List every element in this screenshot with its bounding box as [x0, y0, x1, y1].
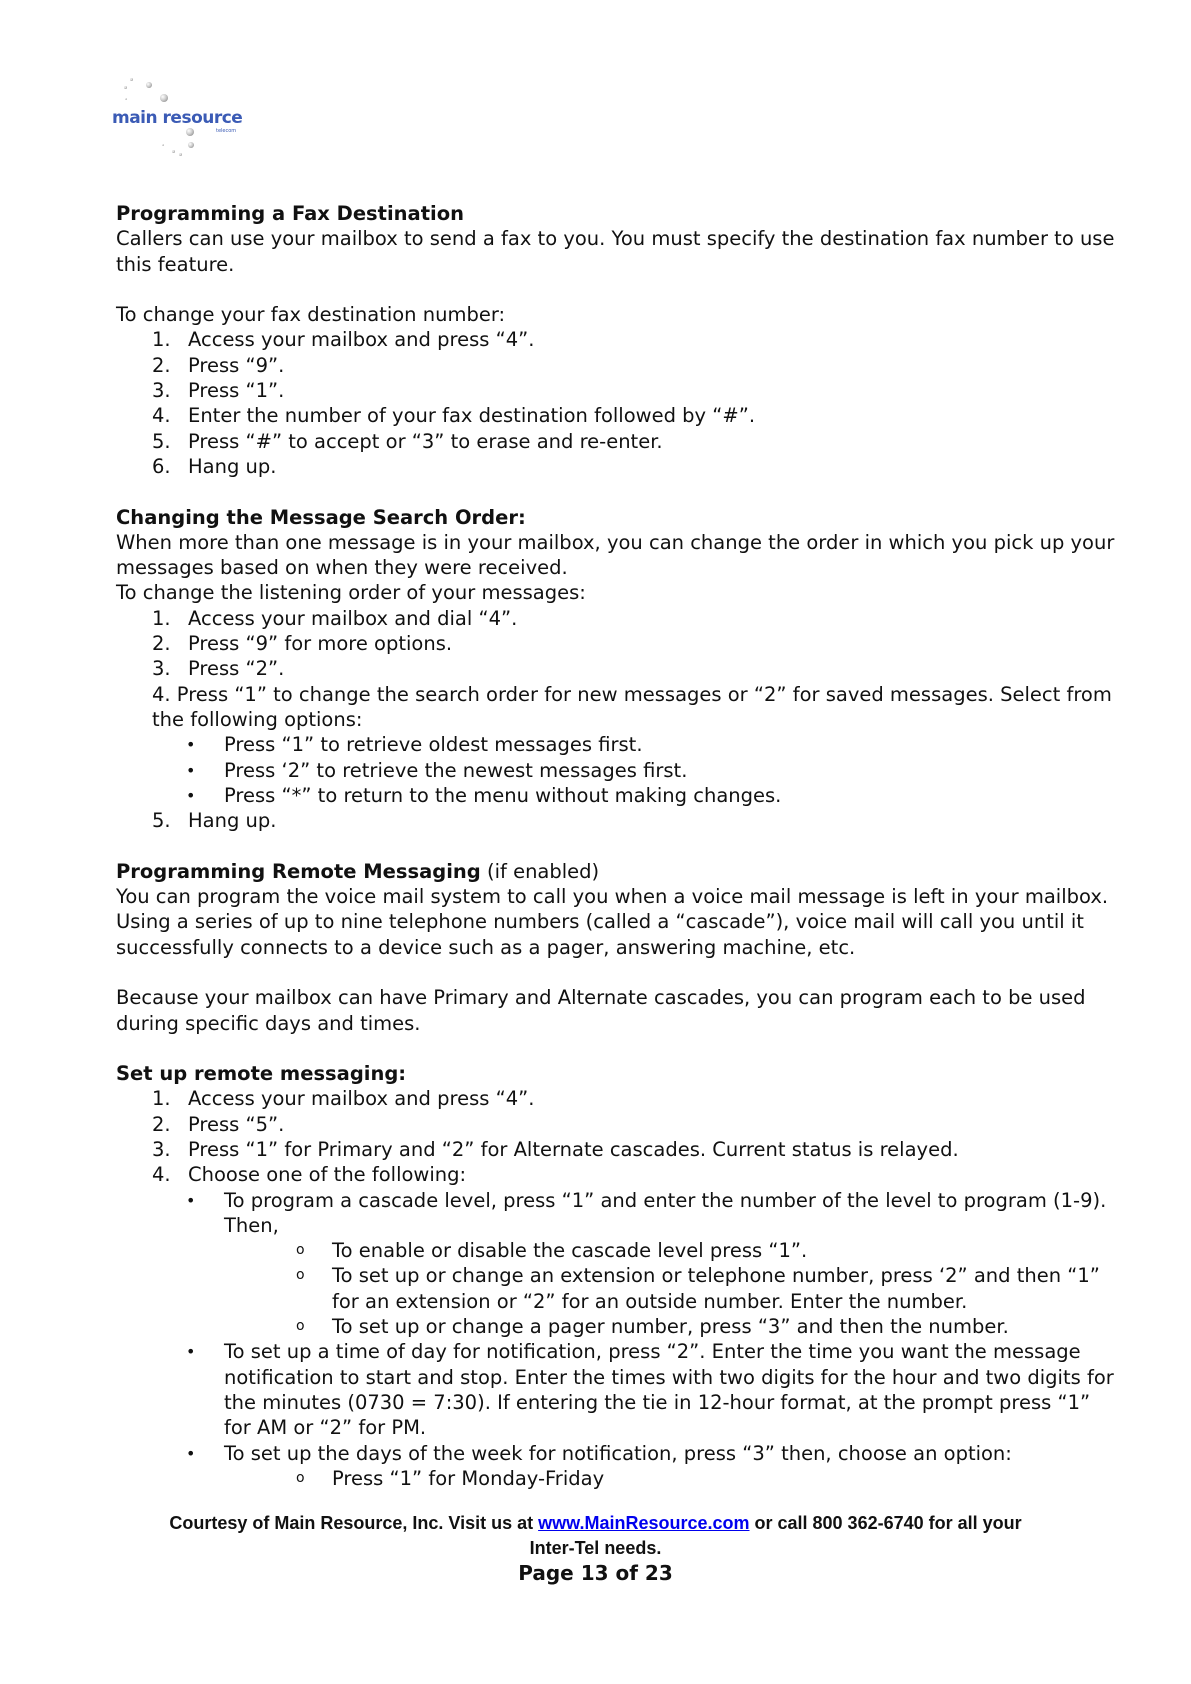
logo-dot [188, 142, 194, 148]
logo-dot [130, 78, 133, 81]
bullet-icon: • [186, 1190, 196, 1210]
list-item: 3. Press “1” for Primary and “2” for Alternate cascades. Current status is relayed. [152, 1137, 959, 1161]
list-item: o To set up or change an extension or telephone number, press ‘2” and then “1” for an extension or “2” for an outside number. Enter the number. [296, 1264, 1100, 1313]
list-item: o To enable or disable the cascade level press “1”. [296, 1239, 808, 1263]
logo-dot [125, 98, 127, 100]
list-item: 1. Access your mailbox and press “4”. [152, 1087, 535, 1111]
logo-dot [172, 150, 175, 153]
logo-dot [186, 128, 194, 136]
section-heading: Changing the Message Search Order: [116, 505, 526, 529]
list-item: • Press “1” to retrieve oldest messages first. [186, 733, 643, 757]
page-number: Page 13 of 23 [518, 1561, 673, 1585]
section-heading: Set up remote messaging: [116, 1062, 407, 1086]
logo-wordmark: main resource [112, 108, 243, 128]
list-item: 1. Access your mailbox and dial “4”. [152, 606, 518, 630]
paragraph: To change the listening order of your messages: [116, 581, 586, 605]
paragraph: You can program the voice mail system to call you when a voice mail message is left in your mailbox. Using a series of up to nine telephone numbers (called a “cascade”), voice mail will call you until it successfully connects to a device such as a pager, answering machine, etc. [116, 885, 1109, 959]
section-heading: Programming a Fax Destination [116, 202, 464, 225]
bullet-icon: • [186, 1443, 196, 1463]
list-item: o To set up or change a pager number, press “3” and then the number. [296, 1315, 1009, 1339]
list-item: 2. Press “5”. [152, 1112, 285, 1136]
list-item: 3. Press “2”. [152, 657, 285, 681]
list-item: • To program a cascade level, press “1” and enter the number of the level to program (1-9). Then, [186, 1188, 1107, 1237]
website-link[interactable]: www.MainResource.com [538, 1513, 750, 1533]
list-item: 5. Press “#” to accept or “3” to erase and re-enter. [152, 429, 663, 453]
list-item: • Press “*” to return to the menu without making changes. [186, 783, 782, 807]
list-item: • Press ‘2” to retrieve the newest messages first. [186, 758, 688, 782]
circle-bullet-icon: o [296, 1469, 305, 1486]
list-item: 5. Hang up. [152, 809, 277, 833]
section-heading: Programming Remote Messaging [116, 859, 481, 883]
section-heading-line [116, 859, 1116, 884]
logo-dot [162, 144, 164, 146]
paragraph: To change your fax destination number: [116, 303, 506, 327]
circle-bullet-icon: o [296, 1242, 305, 1259]
list-item: 3. Press “1”. [152, 379, 285, 403]
list-item: 6. Hang up. [152, 454, 277, 478]
list-item: 1. Access your mailbox and press “4”. [152, 328, 535, 352]
company-logo [112, 78, 252, 178]
document-body [116, 201, 1116, 1491]
bullet-icon: • [186, 735, 196, 755]
list-item: 4. Enter the number of your fax destination followed by “#”. [152, 404, 756, 428]
list-item: • To set up the days of the week for notification, press “3” then, choose an option: [186, 1441, 1012, 1465]
paragraph: Callers can use your mailbox to send a fax to you. You must specify the destination fax number to use this feature. [116, 227, 1115, 276]
heading-note: (if enabled) [480, 859, 600, 883]
paragraph: When more than one message is in your mailbox, you can change the order in which you pick up your messages based on when they were received. [116, 530, 1115, 580]
bullet-icon: • [186, 785, 196, 805]
logo-dot [179, 153, 182, 156]
list-item: 4. Press “1” to change the search order for new messages or “2” for saved messages. Select from the following options: [152, 682, 1112, 731]
list-item: 2. Press “9” for more options. [152, 632, 453, 656]
footer-line-2: Inter-Tel needs. [529, 1538, 662, 1558]
bullet-icon: • [186, 760, 196, 780]
circle-bullet-icon: o [296, 1267, 305, 1284]
list-item: 2. Press “9”. [152, 353, 285, 377]
list-item: • To set up a time of day for notification, press “2”. Enter the time you want the message notification to start and stop. Enter the times with two digits for the hour and two digits for the minutes (0730 = 7:30). If entering the tie in 12-hour format, at the prompt press “1” for AM or “2” for PM. [186, 1340, 1114, 1440]
logo-dot [146, 82, 152, 88]
logo-dot [160, 94, 168, 102]
list-item: o Press “1” for Monday-Friday [296, 1466, 605, 1490]
logo-subtext: telecom [216, 128, 237, 134]
bullet-icon: • [186, 1342, 196, 1362]
footer-line: Courtesy of Main Resource, Inc. Visit us at www.MainResource.com or call 800 362-6740 for all your [169, 1513, 1022, 1533]
logo-dot [124, 86, 127, 89]
circle-bullet-icon: o [296, 1318, 305, 1335]
paragraph: Because your mailbox can have Primary and Alternate cascades, you can program each to be used during specific days and times. [116, 986, 1086, 1035]
list-item: 4. Choose one of the following: [152, 1163, 467, 1187]
